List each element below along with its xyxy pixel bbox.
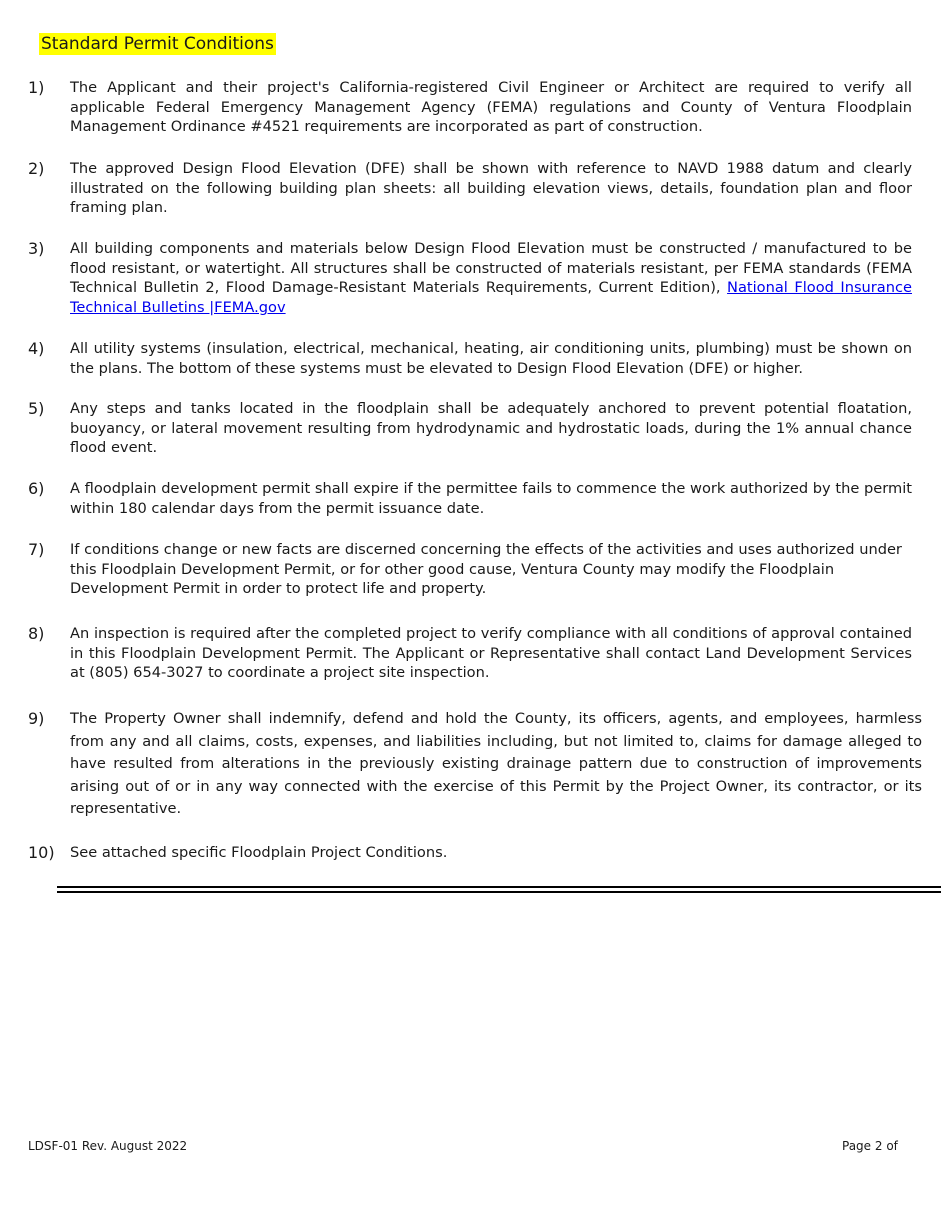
condition-number: 9): [28, 709, 45, 728]
condition-number: 10): [28, 843, 55, 862]
condition-text: See attached specific Floodplain Project Conditions.: [70, 844, 448, 861]
condition-number: 2): [28, 159, 45, 178]
condition-number: 4): [28, 339, 45, 358]
condition-text: [70, 239, 912, 318]
condition-number: 5): [28, 399, 45, 418]
condition-text-body: All building components and materials below Design Flood Elevation must be constructed / manufactured to be flood resistant, or watertight. All structures shall be constructed of materials resistant, per FEMA standards (FEMA Technical Bulletin 2, Flood Damage-Resistant Materials Requirements, Current Edition),: [70, 240, 912, 297]
page-number: Page 2 of: [842, 1139, 898, 1153]
condition-text: The Property Owner shall indemnify, defend and hold the County, its officers, agents, and employees, harmless from any and all claims, costs, expenses, and liabilities including, but not limited to, claims for damage alleged to have resulted from alterations in the previously existing drainage pattern due to construction of improvements arising out of or in any way connected with the exercise of this Permit by the Project Owner, its contractor, or its representative.: [70, 710, 922, 817]
condition-text: If conditions change or new facts are discerned concerning the effects of the activities and uses authorized under this Floodplain Development Permit, or for other good cause, Ventura County may modify the Floodplain Development Permit in order to protect life and property.: [70, 541, 902, 598]
condition-text: An inspection is required after the completed project to verify compliance with all conditions of approval contained in this Floodplain Development Permit. The Applicant or Representative shall contact Land Development Services at (805) 654-3027 to coordinate a project site inspection.: [70, 625, 912, 682]
section-title: Standard Permit Conditions: [41, 34, 274, 54]
condition-number: 3): [28, 239, 45, 258]
divider-line: [57, 891, 941, 893]
condition-text: A floodplain development permit shall expire if the permittee fails to commence the work authorized by the permit within 180 calendar days from the permit issuance date.: [70, 480, 912, 517]
condition-number: 8): [28, 624, 45, 643]
condition-number: 6): [28, 479, 45, 498]
condition-text: Any steps and tanks located in the floodplain shall be adequately anchored to prevent potential floatation, buoyancy, or lateral movement resulting from hydrodynamic and hydrostatic loads, during the 1% annual chance flood event.: [70, 400, 912, 457]
condition-text: All utility systems (insulation, electrical, mechanical, heating, air conditioning units, plumbing) must be shown on the plans. The bottom of these systems must be elevated to Design Flood Elevation (DFE) or higher.: [70, 340, 912, 377]
divider-line: [57, 886, 941, 888]
condition-text: The approved Design Flood Elevation (DFE) shall be shown with reference to NAVD 1988 datum and clearly illustrated on the following building plan sheets: all building elevation views, details, foundation plan and floor framing plan.: [70, 160, 912, 217]
condition-number: 1): [28, 78, 45, 97]
condition-number: 7): [28, 540, 45, 559]
condition-text: The Applicant and their project's California-registered Civil Engineer or Architect are required to verify all applicable Federal Emergency Management Agency (FEMA) regulations and County of Ventura Floodplain Management Ordinance #4521 requirements are incorporated as part of construction.: [70, 79, 912, 136]
fema-bulletins-link[interactable]: National Flood Insurance Technical Bulletins |FEMA.gov: [70, 279, 912, 317]
form-id: LDSF-01 Rev. August 2022: [28, 1139, 188, 1153]
